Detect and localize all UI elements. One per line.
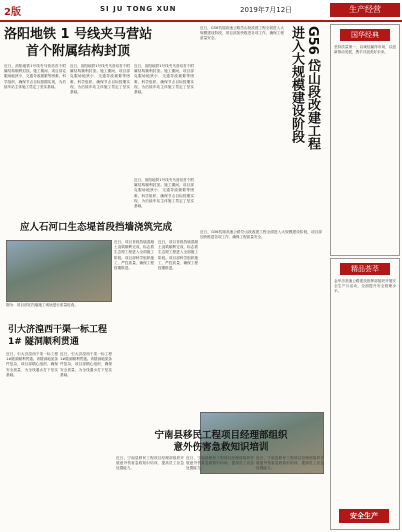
article-5-headline	[116, 430, 326, 454]
sidebar-mid-body: 金华市高速公路建设指挥部组织开展安全生产月活动，全面提升安全管理水平。	[334, 279, 396, 294]
article-1-body-col-1: 近日，洛阳地铁1号线夹马营站首个附属结构顺利封顶。施工期间，项目部克服场地狭小、交通导改频繁等困难，科学组织，确保节点目标按期实现，为后续车站主体施工奠定了坚实基础。	[4, 64, 66, 89]
article-2-body-col-2: 近日，项目首段挡墙混凝土浇筑顺利完成，标志着生态堤工程进入全面施工阶段。项目部科学组织施工，严控质量，确保工程按期推进。	[158, 240, 198, 271]
article-3-title-line-1: 引大济湟西干渠一标工程	[8, 325, 108, 335]
article-4-title-line-2: 进入大规模建设阶段	[289, 26, 304, 143]
article-4-title-line-1: G56 岱山段改建工程	[305, 26, 320, 151]
sidebar-stamp: 安全生产	[339, 509, 389, 523]
article-3-title-line-2: 1# 隧洞顺利贯通	[8, 337, 79, 347]
article-1-headline	[4, 26, 194, 60]
article-4-headline	[288, 26, 320, 156]
article-1-body-col-3: 近日，洛阳地铁1号线夹马营站首个附属结构顺利封顶。施工期间，项目部克服场地狭小、交通导改频繁等困难，科学组织，确保节点目标按期实现，为后续车站主体施工奠定了坚实基础。	[134, 64, 194, 95]
sidebar-top-body: 坚持质量第一，以诚信赢得市场，以创新推动发展，携手共创美好未来。	[334, 45, 396, 55]
article-5-body-col-1: 近日，宁南县移民工程项目经理部组织开展意外伤害急救知识培训，提高员工应急处置能力。	[116, 456, 184, 471]
sidebar-top-box	[330, 24, 400, 256]
article-3-headline	[8, 324, 112, 348]
page-number: 2版	[4, 7, 21, 18]
article-2-caption: 图为：项目部在挡墙施工现场进行质量检查。	[6, 303, 78, 307]
issue-date: 2019年7月12日	[240, 6, 293, 14]
article-4-body-col-2: 近日，G56杭瑞高速公路岱山段改建工程全面进入大规模建设阶段，项目部加快推进各项工作，确保工程质量安全。	[200, 230, 322, 240]
article-3-body-col-2: 近日，引大济湟西干渠一标工程1#隧洞顺利贯通。该隧洞地质条件复杂，项目部精心组织，确保安全质量，为全线通水打下坚实基础。	[60, 352, 112, 377]
article-5-title-line-2: 意外伤害急救知识培训	[173, 442, 269, 453]
sidebar-top-label: 国华经典	[340, 29, 390, 41]
article-1-body-col-2: 近日，洛阳地铁1号线夹马营站首个附属结构顺利封顶。施工期间，项目部克服场地狭小、交通导改频繁等困难，科学组织，确保节点目标按期实现，为后续车站主体施工奠定了坚实基础。	[70, 64, 130, 95]
article-4-body-col-1: 近日，G56杭瑞高速公路岱山段改建工程全面进入大规模建设阶段，项目部加快推进各项工作，确保工程质量安全。	[200, 26, 284, 41]
article-3-body-col-1: 近日，引大济湟西干渠一标工程1#隧洞顺利贯通。该隧洞地质条件复杂，项目部精心组织，确保安全质量，为全线通水打下坚实基础。	[6, 352, 58, 377]
newspaper-name: SI JU TONG XUN	[100, 5, 177, 13]
article-2-body-col-1: 近日，项目首段挡墙混凝土浇筑顺利完成，标志着生态堤工程进入全面施工阶段。项目部科学组织施工，严控质量，确保工程按期推进。	[114, 240, 154, 271]
article-2-photo	[6, 240, 112, 302]
article-1-body-col-4: 近日，洛阳地铁1号线夹马营站首个附属结构顺利封顶。施工期间，项目部克服场地狭小、交通导改频繁等困难，科学组织，确保节点目标按期实现，为后续车站主体施工奠定了坚实基础。	[134, 178, 194, 209]
article-1-title-line-1: 洛阳地铁 1 号线夹马营站	[4, 27, 153, 42]
article-2-headline: 应人石河口生态堤首段挡墙浇筑完成	[20, 222, 173, 233]
sidebar-mid-label: 精品荟萃	[340, 263, 390, 275]
article-5-body-col-3: 近日，宁南县移民工程项目经理部组织开展意外伤害急救知识培训，提高员工应急处置能力。	[256, 456, 324, 471]
section-name: 生产经营	[330, 3, 400, 17]
article-1-title-line-2: 首个附属结构封顶	[26, 44, 131, 59]
article-5-body-col-2: 近日，宁南县移民工程项目经理部组织开展意外伤害急救知识培训，提高员工应急处置能力。	[186, 456, 254, 471]
article-5-title-line-1: 宁南县移民工程项目经理部组织	[154, 430, 288, 441]
sidebar-bottom-box	[330, 258, 400, 530]
page-header-bar	[0, 0, 402, 22]
